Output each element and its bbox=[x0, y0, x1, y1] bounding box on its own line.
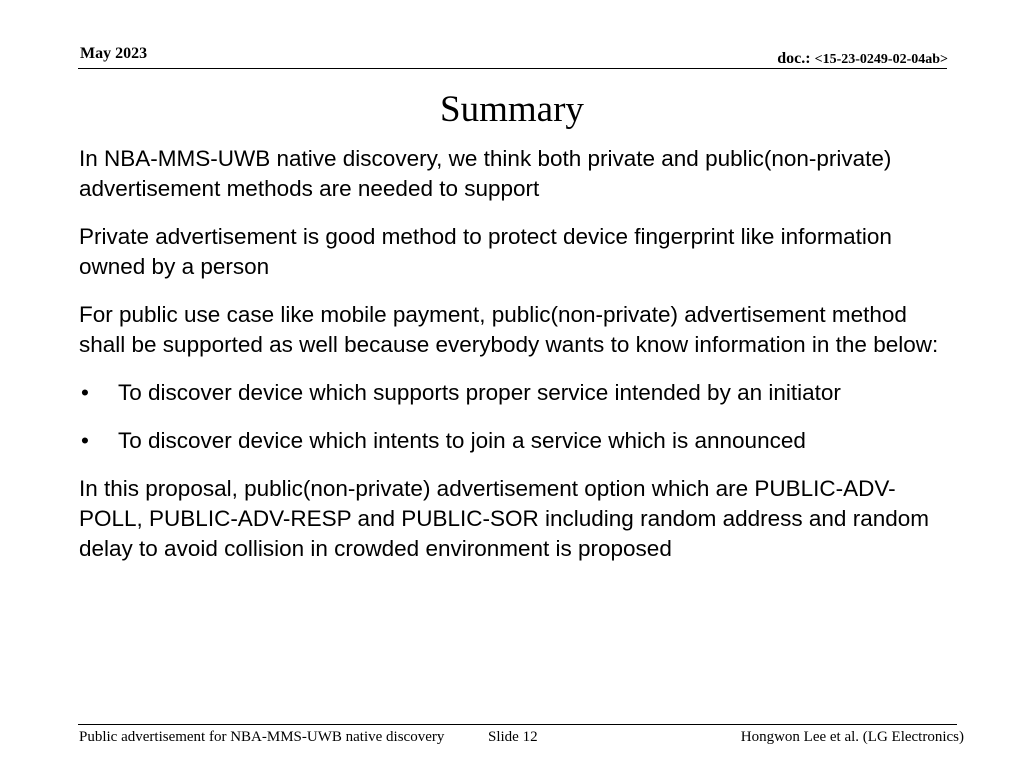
bullet-marker: • bbox=[81, 428, 89, 453]
footer-slide-number: Slide 12 bbox=[488, 729, 538, 745]
bullet-text: To discover device which supports proper service intended by an initiator bbox=[118, 380, 841, 405]
slide-title: Summary bbox=[440, 89, 584, 130]
bullet-item-1 bbox=[79, 378, 959, 408]
footer-presentation-title: Public advertisement for NBA-MMS-UWB native discovery bbox=[79, 729, 445, 745]
header-date: May 2023 bbox=[80, 45, 148, 62]
header-doc-label: doc.: bbox=[777, 50, 815, 67]
footer-divider bbox=[78, 724, 957, 725]
footer-author: Hongwon Lee et al. (LG Electronics) bbox=[740, 729, 964, 745]
header-divider bbox=[78, 68, 947, 69]
bullet-item-2 bbox=[79, 426, 959, 456]
body-paragraph-1: In NBA-MMS-UWB native discovery, we think both private and public(non-private) advertisement methods are needed to support bbox=[79, 146, 892, 201]
slide-body bbox=[79, 144, 959, 582]
body-paragraph-4: In this proposal, public(non-private) advertisement option which are PUBLIC-ADV-POLL, PUBLIC-ADV-RESP and PUBLIC-SOR including random address and random delay to avoid collision in crowded environment is proposed bbox=[79, 476, 929, 561]
header-doc-number: <15-23-0249-02-04ab> bbox=[814, 52, 948, 67]
bullet-text: To discover device which intents to join a service which is announced bbox=[118, 428, 806, 453]
bullet-marker: • bbox=[81, 380, 89, 405]
body-paragraph-2: Private advertisement is good method to protect device fingerprint like information owned by a person bbox=[79, 224, 892, 279]
header-doc-id bbox=[777, 49, 948, 70]
body-paragraph-3: For public use case like mobile payment, public(non-private) advertisement method shall be supported as well because everybody wants to know information in the below: bbox=[79, 302, 939, 357]
